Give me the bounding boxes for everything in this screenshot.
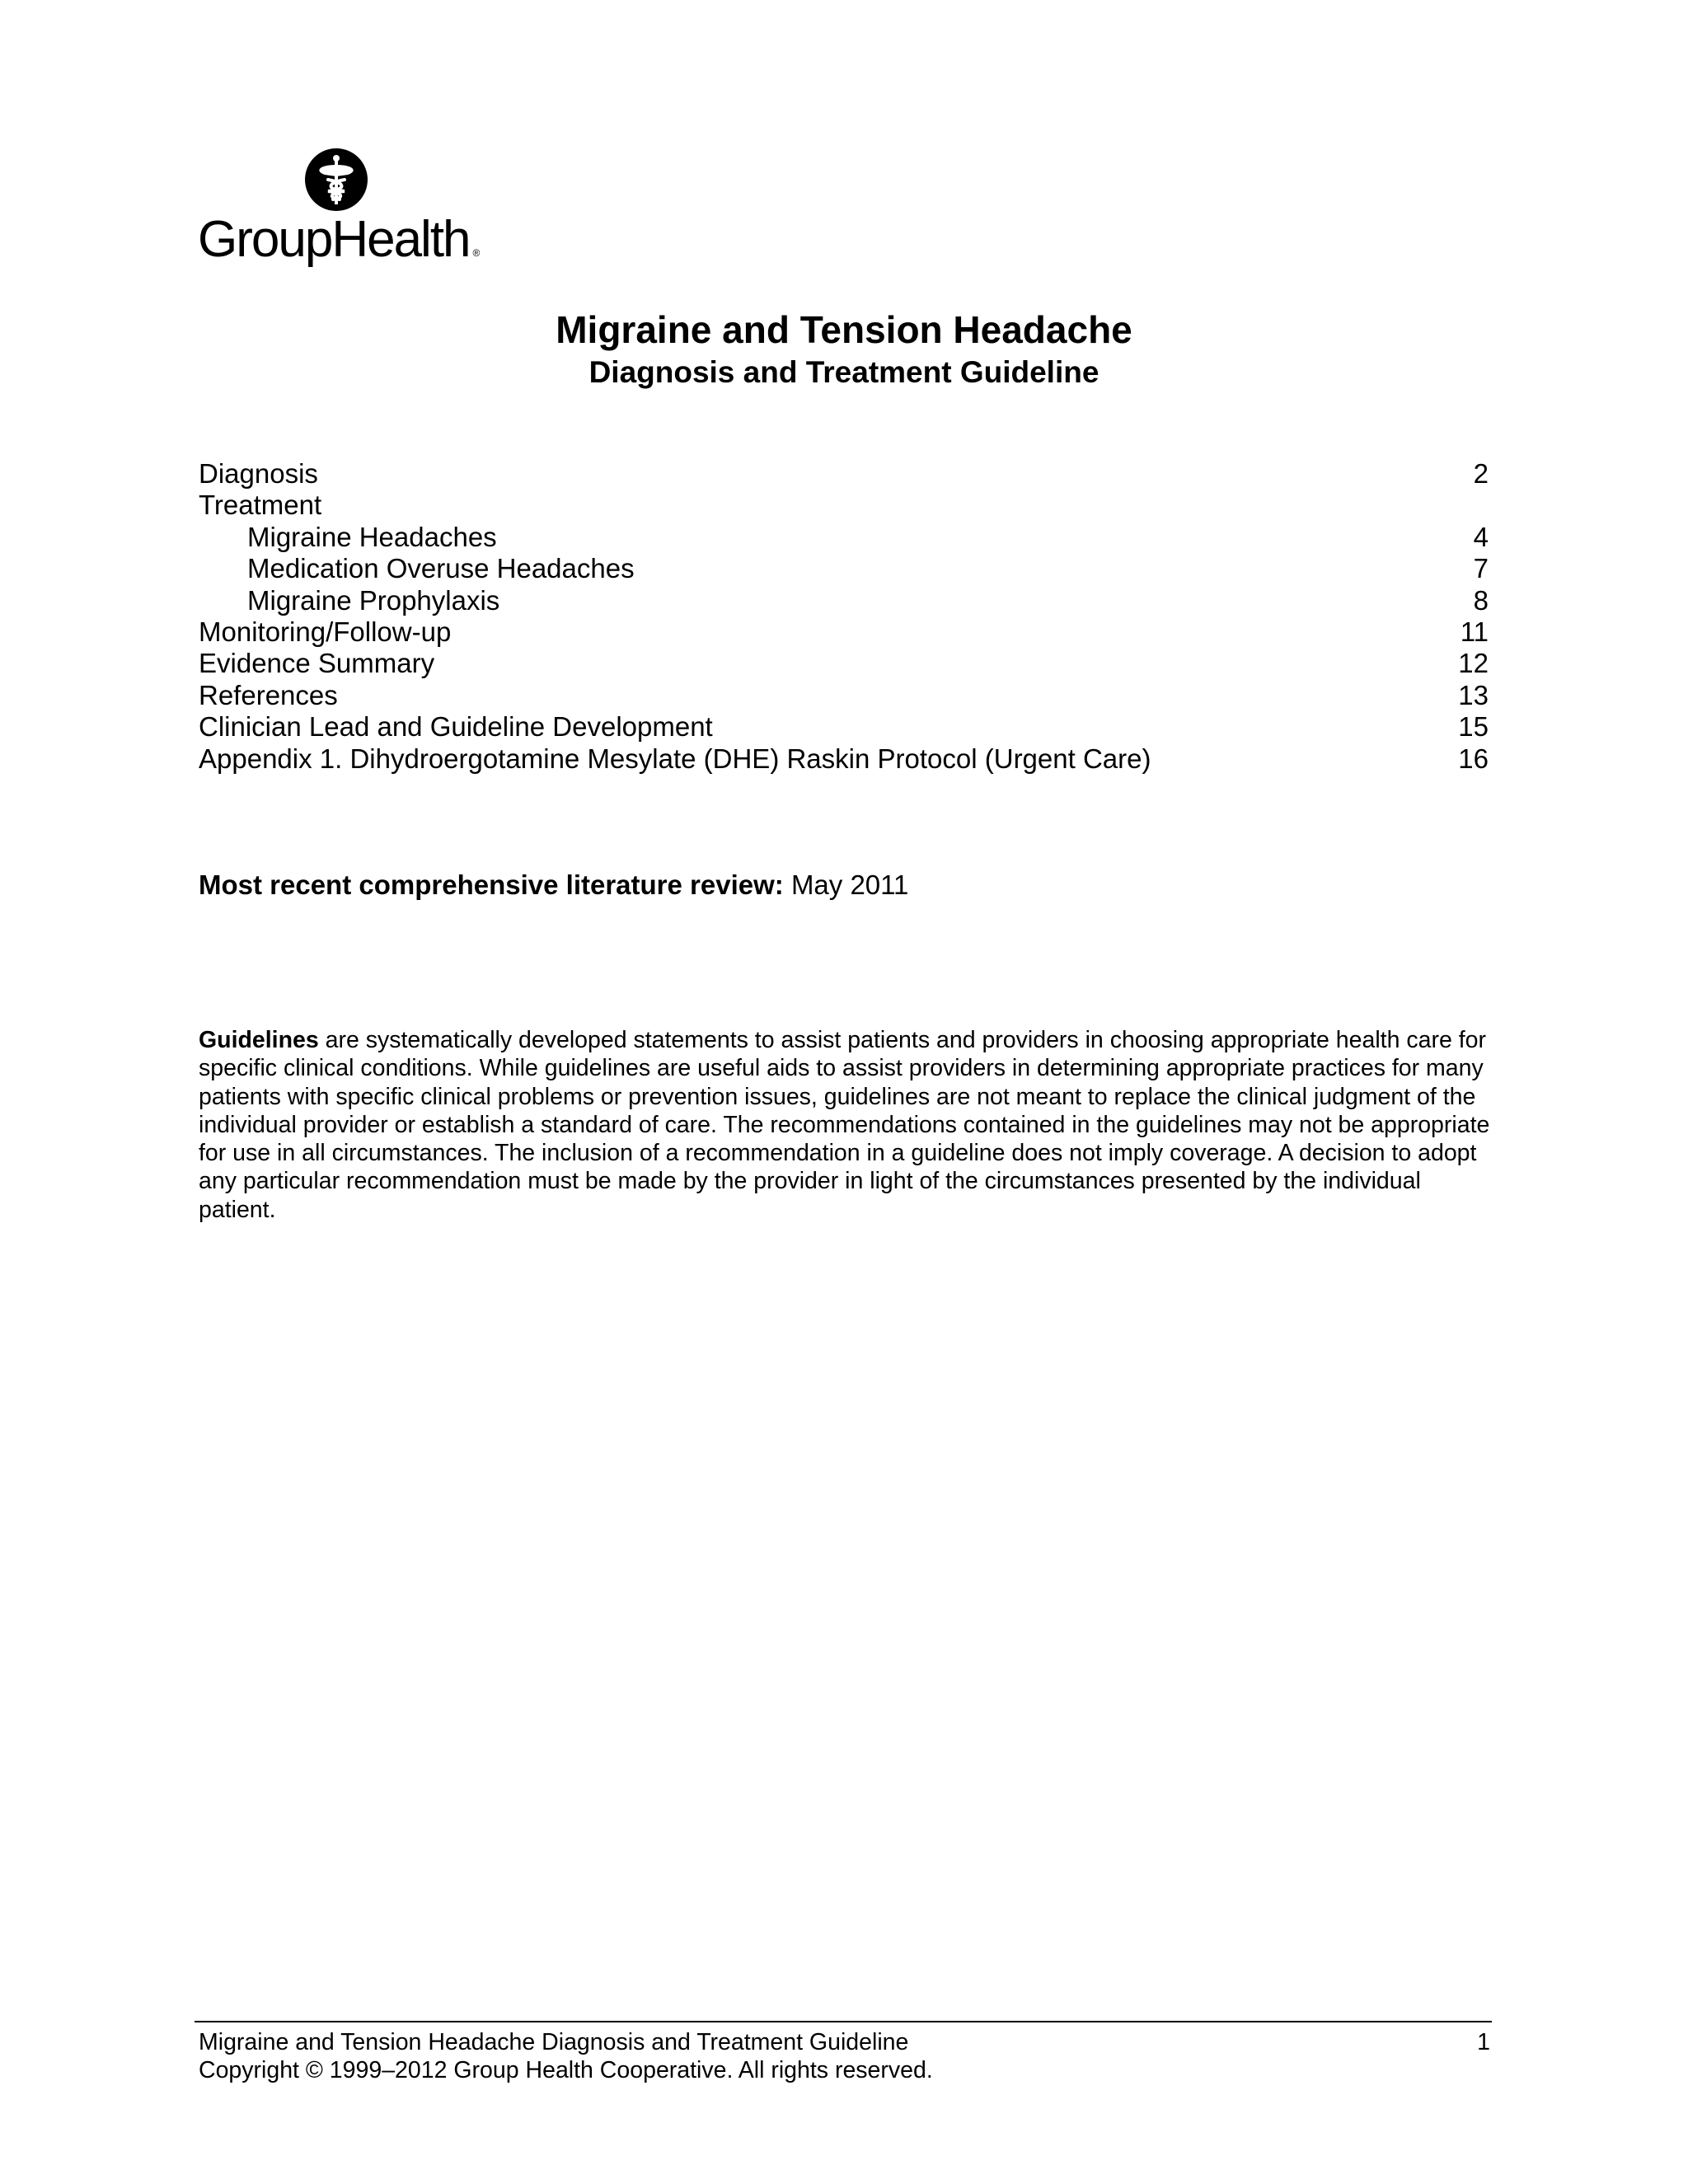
caduceus-emblem-icon	[303, 147, 369, 213]
toc-item-treatment[interactable]	[199, 490, 1489, 521]
guidelines-disclaimer	[199, 1026, 1493, 1224]
footer-document-title: Migraine and Tension Headache Diagnosis and Treatment Guideline	[199, 2029, 909, 2055]
registered-mark: ®	[472, 247, 481, 259]
toc-label: Diagnosis	[199, 458, 318, 489]
toc-label: References	[199, 679, 338, 710]
toc-label: Evidence Summary	[199, 648, 435, 679]
logo-wordmark	[198, 211, 481, 268]
footer-copyright: Copyright © 1999–2012 Group Health Cooperative. All rights reserved.	[199, 2057, 933, 2083]
toc-page-number: 4	[1473, 521, 1489, 552]
toc-item-diagnosis[interactable]	[199, 458, 1489, 490]
toc-label: Migraine Headaches	[247, 521, 497, 552]
toc-item-references[interactable]	[199, 680, 1489, 711]
toc-page-number: 11	[1460, 616, 1489, 647]
table-of-contents	[199, 458, 1489, 775]
document-subtitle: Diagnosis and Treatment Guideline	[588, 355, 1100, 389]
toc-label: Monitoring/Follow-up	[199, 616, 452, 647]
toc-page-number: 2	[1473, 458, 1489, 489]
toc-item-clinician-lead[interactable]	[199, 711, 1489, 743]
document-title: Migraine and Tension Headache	[556, 308, 1132, 351]
disclaimer-text: are systematically developed statements to assist patients and providers in choosing appropriate health care for specific clinical conditions. While guidelines are useful aids to assist providers in determining appropriate practices for many patients with specific clinical problems or prevention issues, guidelines are not meant to replace the clinical judgment of the individual provider or establish a standard of care. The recommendations contained in the guidelines may not be appropriate for use in all circumstances. The inclusion of a recommendation in a guideline does not imply coverage. A decision to adopt any particular recommendation must be made by the provider in light of the circumstances presented by the individual patient.	[199, 1027, 1490, 1223]
toc-page-number: 16	[1458, 743, 1489, 774]
toc-label: Migraine Prophylaxis	[247, 584, 500, 616]
toc-item-monitoring-follow-up[interactable]	[199, 616, 1489, 648]
toc-label: Treatment	[199, 490, 322, 521]
toc-page-number: 12	[1458, 648, 1489, 679]
literature-review-line	[199, 869, 908, 902]
group-health-logo	[198, 147, 495, 279]
toc-item-medication-overuse-headaches[interactable]	[199, 553, 1489, 584]
logo-name: GroupHealth	[198, 211, 470, 268]
disclaimer-lead: Guidelines	[199, 1027, 319, 1053]
footer-page-number: 1	[1477, 2029, 1490, 2055]
toc-item-migraine-prophylaxis[interactable]	[199, 585, 1489, 616]
toc-page-number: 13	[1458, 679, 1489, 710]
toc-item-evidence-summary[interactable]	[199, 648, 1489, 679]
toc-label: Appendix 1. Dihydroergotamine Mesylate (DHE) Raskin Protocol (Urgent Care)	[199, 743, 1151, 774]
toc-label: Medication Overuse Headaches	[247, 553, 635, 584]
toc-item-appendix-1[interactable]	[199, 743, 1489, 775]
toc-item-migraine-headaches[interactable]	[199, 522, 1489, 553]
toc-page-number: 7	[1473, 553, 1489, 584]
literature-review-date: May 2011	[790, 869, 909, 900]
footer-divider	[195, 2021, 1492, 2022]
toc-page-number: 15	[1458, 711, 1489, 743]
toc-page-number: 8	[1473, 584, 1489, 616]
toc-label: Clinician Lead and Guideline Development	[199, 711, 713, 743]
literature-review-label: Most recent comprehensive literature review:	[199, 869, 784, 900]
